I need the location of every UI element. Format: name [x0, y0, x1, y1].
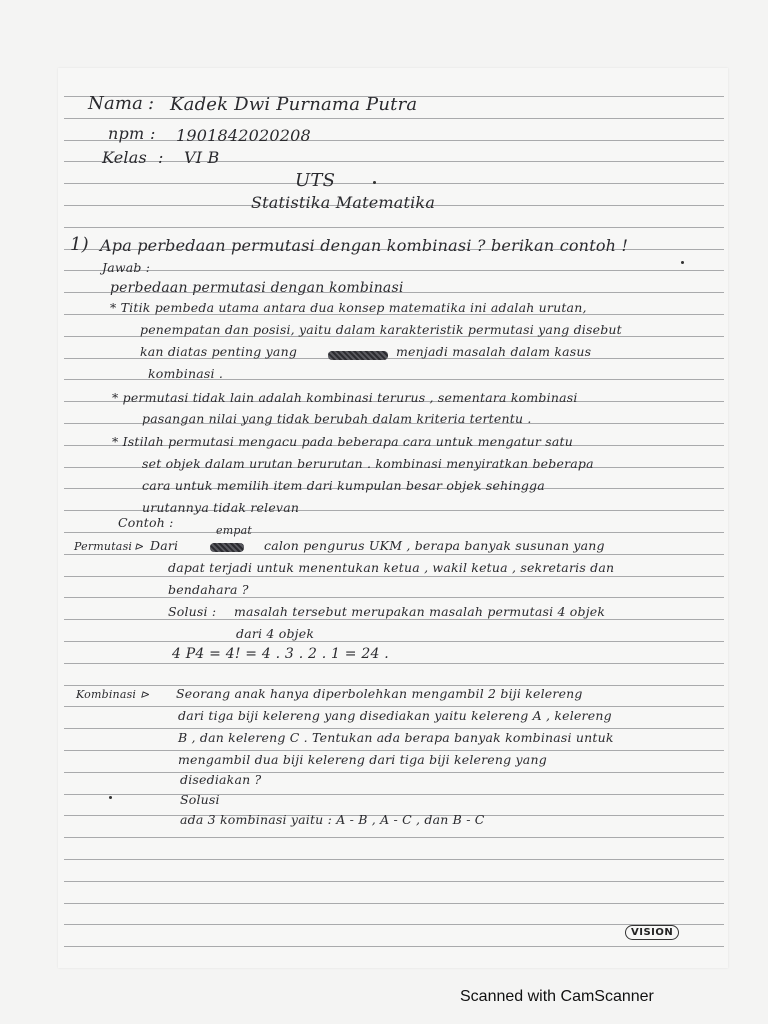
point1-line4: kombinasi .	[148, 366, 224, 381]
point3-line1: * Istilah permutasi mengacu pada beberapa cara untuk mengatur satu	[112, 434, 574, 449]
ruled-line	[64, 663, 724, 664]
question-number: 1)	[70, 234, 89, 255]
title-subject: Statistika Matematika	[251, 193, 436, 212]
vision-logo: VISION	[625, 925, 679, 940]
ruled-line	[64, 597, 724, 598]
ruled-line	[64, 532, 724, 533]
nama-separator: :	[148, 93, 155, 114]
permutasi-solusi-label: Solusi :	[168, 604, 217, 619]
ink-dot	[681, 261, 684, 264]
point2-line1: * permutasi tidak lain adalah kombinasi terurus , sementara kombinasi	[112, 390, 578, 405]
kelas-separator: :	[158, 148, 164, 167]
npm-value: 1901842020208	[176, 126, 311, 145]
permutasi-insert: empat	[216, 524, 252, 537]
point2-line2: pasangan nilai yang tidak berubah dalam kriteria tertentu .	[142, 411, 532, 426]
kombinasi-answer: ada 3 kombinasi yaitu : A - B , A - C , dan B - C	[180, 812, 485, 827]
ruled-line	[64, 227, 724, 228]
crossed-out-word	[328, 351, 388, 360]
nama-label: Nama	[88, 93, 144, 114]
crossed-out-number	[210, 543, 244, 552]
ruled-line	[64, 183, 724, 184]
point3-line4: urutannya tidak relevan	[142, 500, 300, 515]
nama-value: Kadek Dwi Purnama Putra	[170, 94, 418, 115]
ruled-line	[64, 706, 724, 707]
point1-line3b: menjadi masalah dalam kasus	[396, 344, 592, 359]
example-label: Contoh :	[118, 515, 174, 530]
answer-label: Jawab :	[102, 260, 151, 275]
point1-line3a: kan diatas penting yang	[140, 344, 298, 359]
ruled-line	[64, 794, 724, 795]
kombinasi-line2: dari tiga biji kelereng yang disediakan yaitu kelereng A , kelereng	[178, 708, 612, 723]
point3-line3: cara untuk memilih item dari kumpulan besar objek sehingga	[142, 478, 545, 493]
kelas-label: Kelas	[102, 148, 147, 167]
kombinasi-solusi-label: Solusi	[180, 792, 220, 807]
kombinasi-line3: B , dan kelereng C . Tentukan ada berapa banyak kombinasi untuk	[178, 730, 614, 745]
ruled-line	[64, 924, 724, 925]
kombinasi-label: Kombinasi	[76, 688, 137, 701]
permutasi-arrow: ⊳	[134, 540, 144, 553]
permutasi-solusi-line2: dari 4 objek	[236, 626, 315, 641]
answer-subheading: perbedaan permutasi dengan kombinasi	[110, 280, 404, 296]
ruled-line	[64, 837, 724, 838]
ruled-line	[64, 641, 724, 642]
point1-line1: * Titik pembeda utama antara dua konsep matematika ini adalah urutan,	[110, 300, 587, 315]
ruled-line	[64, 772, 724, 773]
npm-separator: :	[150, 124, 156, 143]
permutasi-line1a: Dari	[150, 538, 179, 553]
ruled-line	[64, 619, 724, 620]
point1-line2: penempatan dan posisi, yaitu dalam karakteristik permutasi yang disebut	[140, 322, 622, 337]
permutasi-line2: dapat terjadi untuk menentukan ketua , wakil ketua , sekretaris dan	[168, 560, 615, 575]
ruled-line	[64, 750, 724, 751]
permutasi-solusi-line1: masalah tersebut merupakan masalah permutasi 4 objek	[234, 604, 606, 619]
npm-label: npm	[108, 124, 145, 143]
kombinasi-line5: disediakan ?	[180, 772, 262, 787]
ruled-line	[64, 118, 724, 119]
scanner-watermark: Scanned with CamScanner	[460, 988, 654, 1005]
notebook-page	[58, 68, 728, 968]
ruled-line	[64, 728, 724, 729]
kelas-value: VI B	[184, 148, 220, 167]
permutasi-line1b: calon pengurus UKM , berapa banyak susunan yang	[264, 538, 605, 553]
point3-line2: set objek dalam urutan berurutan . kombinasi menyiratkan beberapa	[142, 456, 594, 471]
ruled-line	[64, 946, 724, 947]
ruled-line	[64, 270, 724, 271]
ruled-line	[64, 576, 724, 577]
question-text: Apa perbedaan permutasi dengan kombinasi ? berikan contoh !	[100, 236, 629, 255]
kombinasi-line4: mengambil dua biji kelereng dari tiga biji kelereng yang	[178, 752, 547, 767]
permutasi-formula: 4 P4 = 4! = 4 . 3 . 2 . 1 = 24 .	[172, 646, 389, 662]
permutasi-label: Permutasi	[74, 540, 133, 553]
permutasi-line3: bendahara ?	[168, 582, 249, 597]
ruled-line	[64, 140, 724, 141]
kombinasi-arrow: ⊳	[140, 688, 150, 701]
title-uts: UTS	[295, 170, 336, 191]
ink-dot	[109, 796, 112, 799]
ruled-line	[64, 554, 724, 555]
kombinasi-line1: Seorang anak hanya diperbolehkan mengambil 2 biji kelereng	[176, 686, 583, 701]
ink-dot	[373, 181, 376, 184]
ruled-line	[64, 859, 724, 860]
ruled-line	[64, 903, 724, 904]
ruled-line	[64, 881, 724, 882]
